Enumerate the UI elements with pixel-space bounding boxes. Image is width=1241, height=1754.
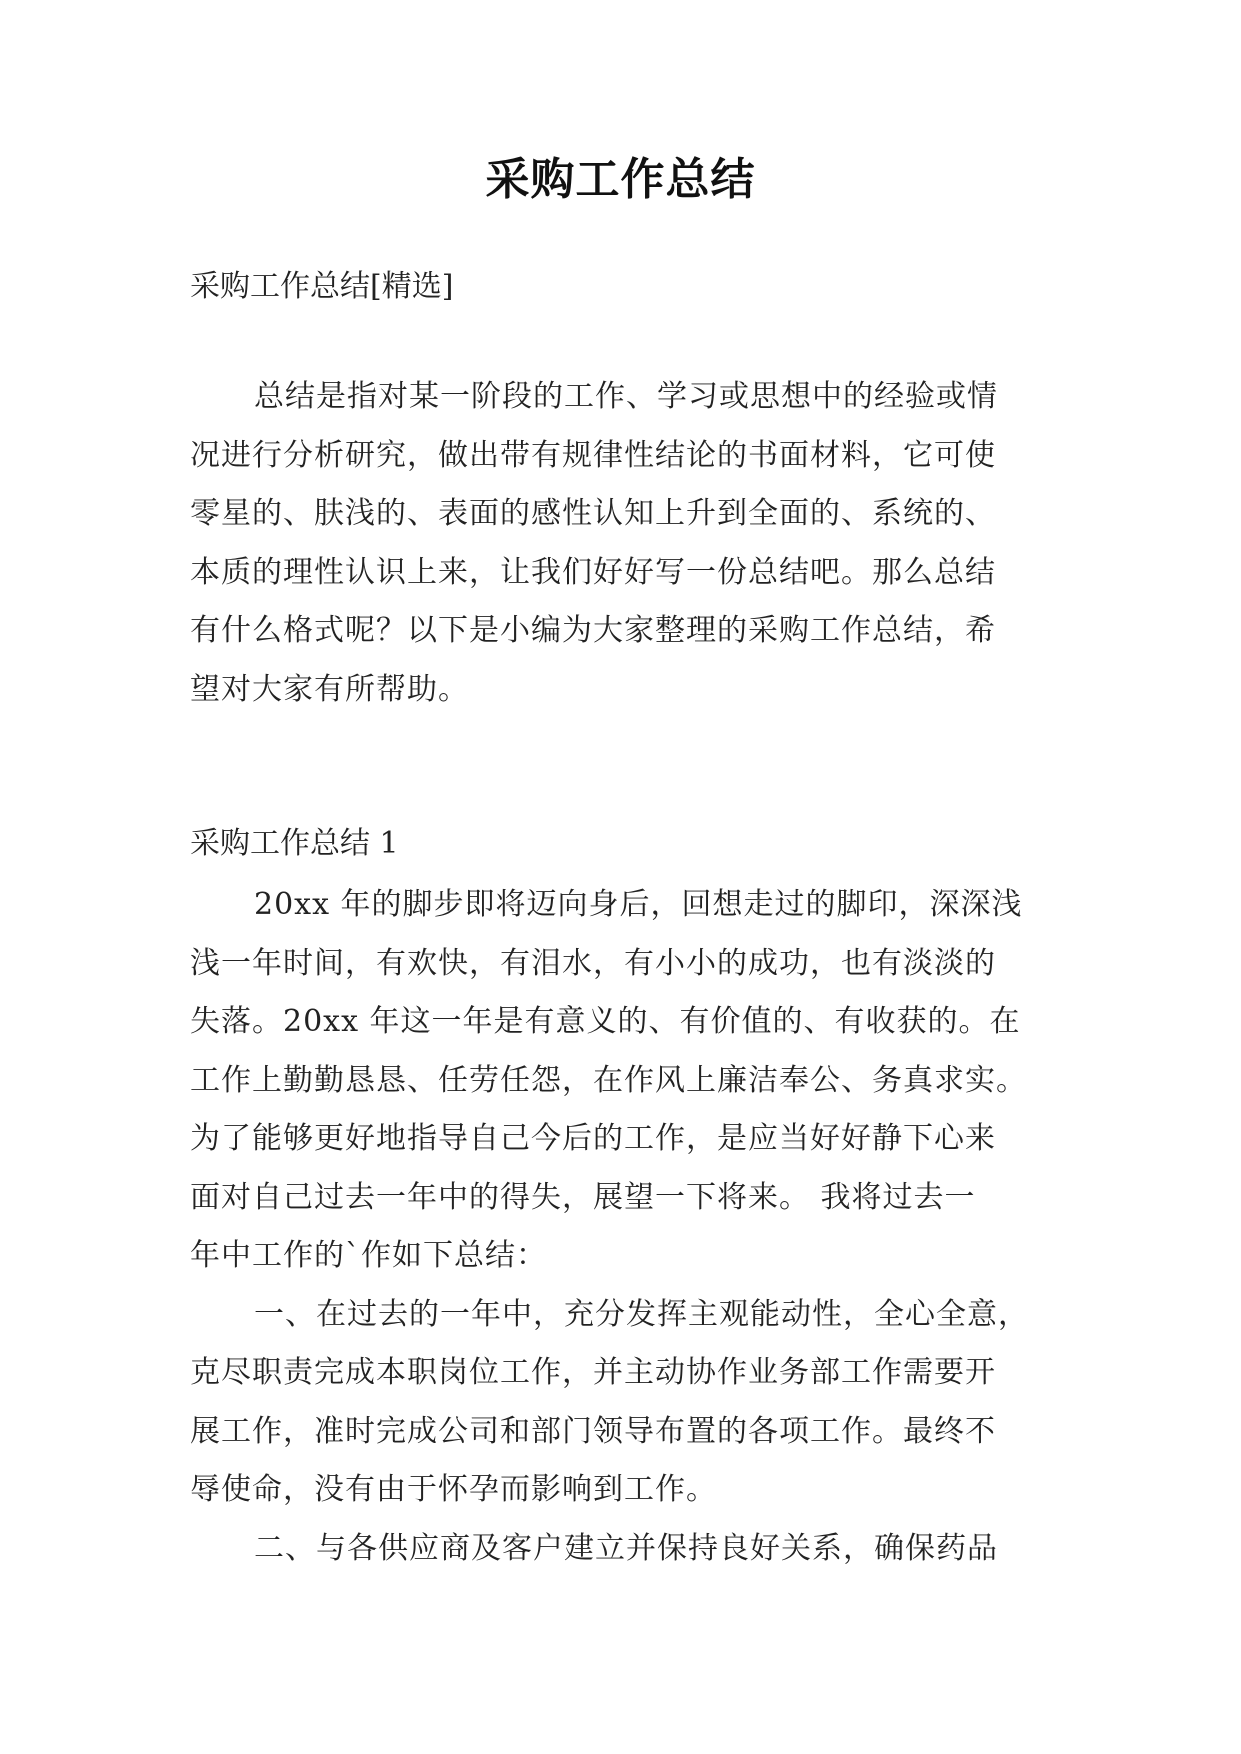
body-line: 工作上勤勤恳恳、任劳任怨，在作风上廉洁奉公、务真求实。 [190, 1062, 1027, 1098]
body-line: 克尽职责完成本职岗位工作，并主动协作业务部工作需要开 [190, 1355, 996, 1390]
intro-paragraph [190, 368, 1050, 719]
intro-line: 总结是指对某一阶段的工作、学习或思想中的经验或情 [254, 379, 998, 414]
body-line: 二、与各供应商及客户建立并保持良好关系，确保药品 [254, 1530, 998, 1566]
document-title: 采购工作总结 [485, 154, 756, 205]
body-text [190, 876, 1050, 1578]
intro-line: 本质的理性认识上来，让我们好好写一份总结吧。那么总结 [190, 554, 996, 590]
intro-line: 望对大家有所帮助。 [190, 671, 469, 707]
intro-line: 有什么格式呢？以下是小编为大家整理的采购工作总结，希 [190, 613, 996, 648]
body-line: 20xx 年的脚步即将迈向身后，回想走过的脚印，深深浅 [254, 887, 1023, 922]
body-line: 一、在过去的一年中，充分发挥主观能动性，全心全意， [254, 1296, 1029, 1332]
body-line: 失落。20xx 年这一年是有意义的、有价值的、有收获的。在 [190, 1004, 1021, 1039]
document-subtitle: 采购工作总结[精选] [190, 269, 454, 304]
body-line: 为了能够更好地指导自己今后的工作，是应当好好静下心来 [190, 1121, 996, 1156]
body-line: 辱使命，没有由于怀孕而影响到工作。 [190, 1472, 717, 1507]
body-line: 面对自己过去一年中的得失，展望一下将来。 我将过去一 [190, 1179, 976, 1215]
body-line: 浅一年时间，有欢快，有泪水，有小小的成功，也有淡淡的 [190, 945, 996, 981]
body-line: 展工作，准时完成公司和部门领导布置的各项工作。最终不 [190, 1413, 996, 1449]
intro-line: 况进行分析研究，做出带有规律性结论的书面材料，它可使 [190, 437, 996, 473]
body-line: 年中工作的`作如下总结： [190, 1238, 547, 1273]
section-heading: 采购工作总结 1 [190, 826, 399, 861]
intro-line: 零星的、肤浅的、表面的感性认知上升到全面的、系统的、 [190, 496, 996, 531]
